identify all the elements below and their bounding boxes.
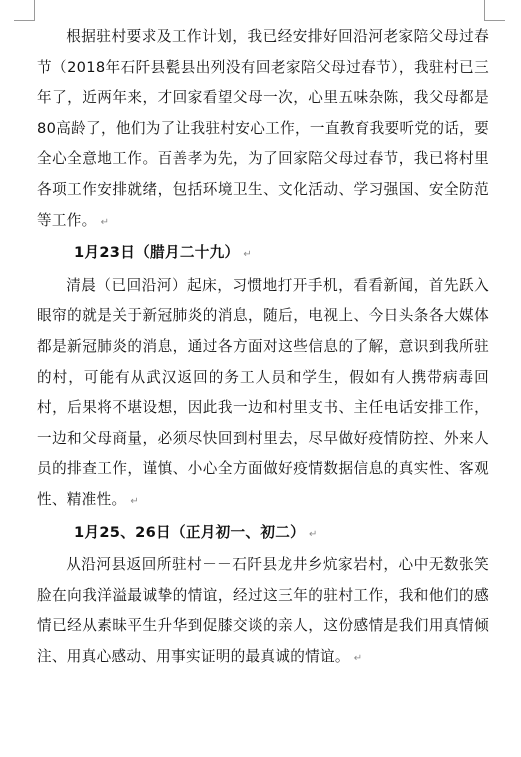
heading-text: 1月23日（腊月二十九） (74, 244, 240, 262)
date-heading (37, 518, 489, 551)
paragraph-text: 清晨（已回沿河）起床，习惯地打开手机，看看新闻，首先跃入眼帘的就是关于新冠肺炎的消息，随后，电视上、今日头条各大媒体都是新冠肺炎的消息，通过各方面对这些信息的了解，意识到我所驻的村，可能有从武汉返回的务工人员和学生，假如有人携带病毒回村，后果将不堪设想，因此我一边和村里支书、主任电话安排工作，一边和父母商量，必须尽快回到村里去，尽早做好疫情防控、外来人员的排查工作，谨慎、小心全方面做好疫情数据信息的真实性、客观性、精准性。 (37, 276, 489, 508)
paragraph-mark-icon: ↵ (100, 216, 110, 228)
page-corner-mark-top-left (14, 0, 35, 21)
paragraph-text: 从沿河县返回所驻村－－石阡县龙井乡炕家岩村，心中无数张笑脸在向我洋溢最诚挚的情谊，经过这三年的驻村工作，我和他们的感情已经从素昧平生升华到促膝交谈的亲人，这份感情是我们用真情倾注、用真心感动、用事实证明的最真诚的情谊。 (37, 556, 489, 665)
paragraph-mark-icon: ↵ (309, 528, 318, 540)
body-paragraph (37, 22, 489, 238)
paragraph-mark-icon: ↵ (130, 495, 140, 507)
body-paragraph (37, 550, 489, 674)
page-corner-mark-top-right (484, 0, 505, 21)
paragraph-text: 根据驻村要求及工作计划，我已经安排好回沿河老家陪父母过春节（2018年石阡县甏县出列没有回老家陪父母过春节），我驻村已三年了，近两年来，才回家看望父母一次，心里五味杂陈，我父母都是80高龄了，他们为了让我驻村安心工作，一直教育我要听党的话，要全心全意地工作。百善孝为先，为了回家陪父母过春节，我已将村里各项工作安排就绪，包括环境卫生、文化活动、学习强国、安全防范等工作。 (37, 28, 489, 229)
heading-text: 1月25、26日（正月初一、初二） (74, 523, 305, 541)
paragraph-mark-icon: ↵ (243, 249, 253, 261)
paragraph-mark-icon: ↵ (353, 652, 363, 664)
date-heading (37, 238, 489, 271)
document-page[interactable] (37, 22, 489, 674)
body-paragraph (37, 271, 489, 518)
